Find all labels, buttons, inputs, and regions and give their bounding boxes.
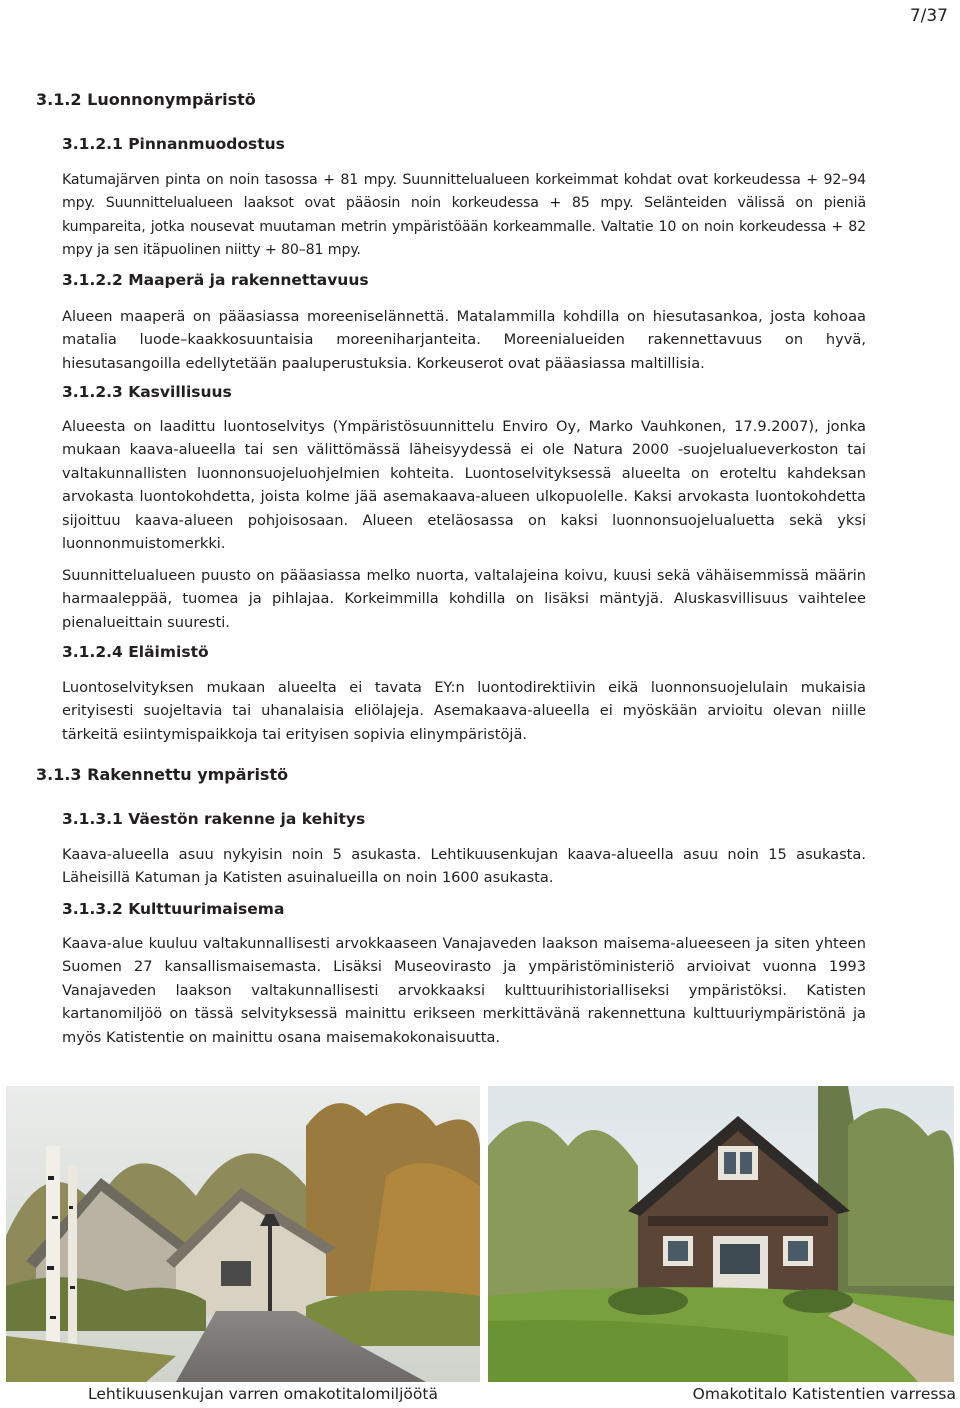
heading-3-1-3-2: 3.1.3.2 Kulttuurimaisema xyxy=(62,900,285,918)
heading-3-1-2-4: 3.1.2.4 Eläimistö xyxy=(62,643,209,661)
photo-caption-left: Lehtikuusenkujan varren omakotitalomiljöötä xyxy=(88,1385,438,1403)
heading-3-1-2-2: 3.1.2.2 Maaperä ja rakennettavuus xyxy=(62,271,369,289)
photo-left xyxy=(6,1086,480,1382)
heading-3-1-2-3: 3.1.2.3 Kasvillisuus xyxy=(62,383,232,401)
heading-3-1-2: 3.1.2 Luonnonympäristö xyxy=(36,90,256,109)
houses-birches-icon xyxy=(6,1086,480,1382)
paragraph-kasvillisuus-2: Suunnittelualueen puusto on pääasiassa melko nuorta, valtalajeina koivu, kuusi sekä vähäisemmissä määrin harmaaleppää, tuomea ja pihlajaa. Korkeimmilla kohdilla on lisäksi mäntyjä. Aluskasvillisuus vaihtelee pienalueittain suuresti. xyxy=(62,567,866,631)
paragraph-elaimisto: Luontoselvityksen mukaan alueelta ei tavata EY:n luontodirektiivin eikä luonnonsuojelulain mukaisia erityisesti suojeltavia tai uhanalaisia eliölajeja. Asemakaava-alueella ei myöskään arvioitu olevan niille tärkeitä esiintymispaikkoja tai erityisen sopivia elinympäristöjä. xyxy=(62,679,866,743)
paragraph-pinnanmuodostus: Katumajärven pinta on noin tasossa + 81 mpy. Suunnittelualueen korkeimmat kohdat ovat korkeudessa + 92–94 mpy. Suunnittelualueen laaksot ovat pääosin noin korkeudessa + 85 mpy. Selänteiden välissä on pieniä kumpareita, jotka nousevat muutaman metrin ympäristöään korkeammalle. Valtatie 10 on noin korkeudessa + 82 mpy ja sen itäpuolinen niitty + 80–81 mpy. xyxy=(62,172,866,259)
paragraph-kasvillisuus-1: Alueesta on laadittu luontoselvitys (Ympäristösuunnittelu Enviro Oy, Marko Vauhkonen, 17.9.2007), jonka mukaan kaava-alueella tai sen välittömässä läheisyydessä ei ole Natura 2000 -suojelualueverkoston tai valtakunnallisten luonnonsuojeluohjelmien kohteita. Luontoselvityksessä alueelta on eroteltu kahdeksan arvokasta luontokohdetta, joista kolme jää asemakaava-alueen ulkopuolelle. Kaksi arvokasta luontokohdetta sijoittuu kaava-alueen pohjoisosaan. Alueen eteläosassa on kaksi luonnonsuojelualuetta sekä yksi luonnonmuistomerkki. xyxy=(62,418,866,553)
photo-caption-right: Omakotitalo Katistentien varressa xyxy=(692,1385,956,1403)
heading-3-1-2-1: 3.1.2.1 Pinnanmuodostus xyxy=(62,135,285,153)
paragraph-vaesto: Kaava-alueella asuu nykyisin noin 5 asukasta. Lehtikuusenkujan kaava-alueella asuu noin 15 asukasta. Läheisillä Katuman ja Katisten asuinalueilla on noin 1600 asukasta. xyxy=(62,846,866,887)
photo-right xyxy=(488,1086,954,1382)
paragraph-kulttuurimaisema: Kaava-alue kuuluu valtakunnallisesti arvokkaaseen Vanajaveden laakson maisema-alueeseen ja siten yhteen Suomen 27 kansallismaisemasta. Lisäksi Museovirasto ja ympäristöministeriö arvioivat vuonna 1993 Vanajaveden laakson valtakunnallisesti arvokkaaksi kulttuurihistorialliseksi ympäristöksi. Katisten kartanomiljöö on tässä selvityksessä mainittu erikseen merkittävänä rakennettuna kulttuuriympäristönä ja myös Katistentie on mainittu osana maisemakokonaisuutta. xyxy=(62,935,866,1046)
page-number: 7/37 xyxy=(909,6,948,26)
heading-3-1-3: 3.1.3 Rakennettu ympäristö xyxy=(36,765,289,784)
heading-3-1-3-1: 3.1.3.1 Väestön rakenne ja kehitys xyxy=(62,810,366,828)
paragraph-maapera: Alueen maaperä on pääasiassa moreeniselännettä. Matalammilla kohdilla on hiesutasankoa, josta kohoaa matalia luode–kaakkosuuntaisia moreeniharjanteita. Moreenialueiden rakennettavuus on hyvä, hiesutasangoilla edellytetään paaluperustuksia. Korkeuserot ovat pääasiassa maltillisia. xyxy=(62,308,866,372)
brown-house-icon xyxy=(488,1086,954,1382)
